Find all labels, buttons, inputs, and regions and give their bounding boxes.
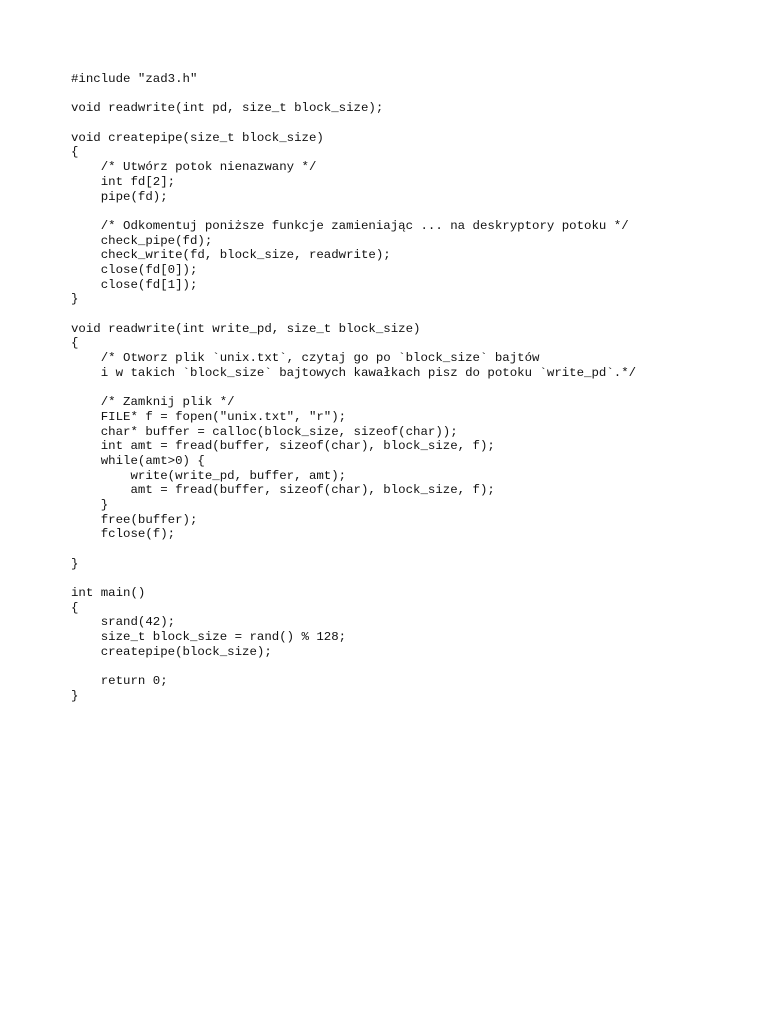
code-line: int fd[2]; xyxy=(71,174,176,189)
code-line: { xyxy=(71,600,79,615)
code-line: void createpipe(size_t block_size) xyxy=(71,130,324,145)
code-line xyxy=(71,380,636,395)
code-line: void readwrite(int pd, size_t block_size); xyxy=(71,101,384,116)
code-line: { xyxy=(71,336,79,351)
code-line: #include "zad3.h" xyxy=(71,72,198,86)
code-line xyxy=(71,307,636,322)
code-line xyxy=(71,542,636,557)
code-line: void readwrite(int write_pd, size_t block_size) xyxy=(71,321,421,336)
code-line: { xyxy=(71,145,79,160)
code-listing xyxy=(71,72,636,704)
code-line: createpipe(block_size); xyxy=(71,644,272,659)
code-line: /* Zamknij plik */ xyxy=(71,395,235,410)
code-line: fclose(f); xyxy=(71,527,176,542)
code-line: } xyxy=(71,556,79,571)
code-line: } xyxy=(71,688,79,703)
code-line: while(amt>0) { xyxy=(71,453,205,468)
code-line: check_pipe(fd); xyxy=(71,233,213,248)
code-line: check_write(fd, block_size, readwrite); xyxy=(71,248,391,263)
code-line xyxy=(71,660,636,675)
code-line: pipe(fd); xyxy=(71,189,168,204)
code-line: size_t block_size = rand() % 128; xyxy=(71,630,347,645)
code-line xyxy=(71,116,636,131)
code-line xyxy=(71,204,636,219)
code-line: amt = fread(buffer, sizeof(char), block_size, f); xyxy=(71,483,495,498)
code-line: FILE* f = fopen("unix.txt", "r"); xyxy=(71,409,347,424)
code-line: close(fd[1]); xyxy=(71,277,198,292)
code-line: i w takich `block_size` bajtowych kawałkach pisz do potoku `write_pd`.*/ xyxy=(71,365,637,380)
code-line xyxy=(71,571,636,586)
code-line: /* Odkomentuj poniższe funkcje zamieniając ... na deskryptory potoku */ xyxy=(71,218,629,233)
code-line: /* Otworz plik `unix.txt`, czytaj go po `block_size` bajtów xyxy=(71,351,540,366)
code-line: char* buffer = calloc(block_size, sizeof(char)); xyxy=(71,424,458,439)
code-line: write(write_pd, buffer, amt); xyxy=(71,468,347,483)
code-line: } xyxy=(71,292,79,307)
code-line: int amt = fread(buffer, sizeof(char), block_size, f); xyxy=(71,439,495,454)
code-line: srand(42); xyxy=(71,615,176,630)
code-line: return 0; xyxy=(71,674,168,689)
code-line: /* Utwórz potok nienazwany */ xyxy=(71,160,317,175)
code-line: } xyxy=(71,497,109,512)
code-line: free(buffer); xyxy=(71,512,198,527)
code-line: int main() xyxy=(71,586,146,601)
code-line: close(fd[0]); xyxy=(71,262,198,277)
code-line xyxy=(71,87,636,102)
